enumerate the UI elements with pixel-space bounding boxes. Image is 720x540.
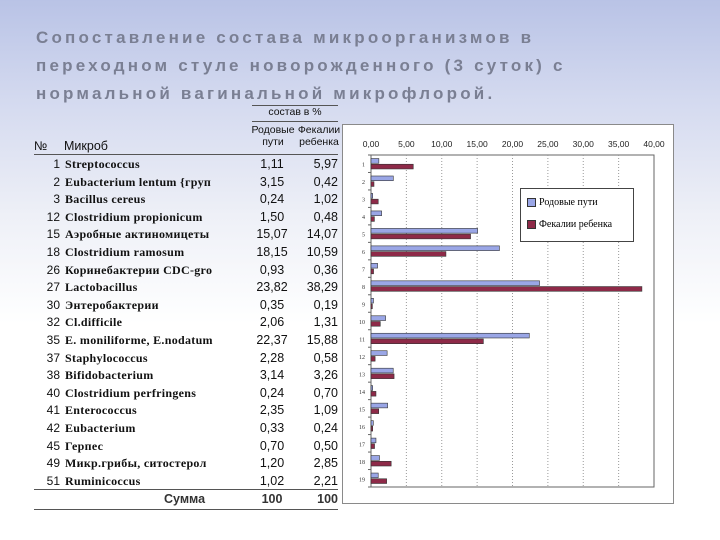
bar-series-1 bbox=[371, 386, 373, 391]
column-group-header: состав в % bbox=[268, 106, 322, 118]
sum-row bbox=[34, 492, 338, 510]
row-value-b: 0,48 bbox=[313, 209, 338, 224]
row-name: Микр.грибы, ситостерол bbox=[65, 456, 207, 471]
table-row bbox=[34, 297, 338, 314]
row-name: Clostridium ramosum bbox=[65, 245, 185, 259]
row-number: 1 bbox=[53, 157, 60, 171]
row-value-a: 2,28 bbox=[259, 350, 285, 365]
column-header-a: Родовые пути bbox=[251, 124, 295, 148]
row-name: Clostridium perfringens bbox=[65, 385, 197, 400]
row-value-a: 15,07 bbox=[256, 227, 288, 242]
row-value-b: 1,02 bbox=[313, 192, 338, 207]
row-value-b: 0,42 bbox=[313, 174, 338, 189]
row-number: 45 bbox=[46, 438, 60, 453]
row-name: Eubacterium lentum {груп bbox=[65, 174, 212, 189]
row-number: 51 bbox=[46, 473, 60, 488]
bar-series-1 bbox=[371, 228, 478, 233]
bar-series-2 bbox=[371, 391, 376, 396]
bar-series-1 bbox=[371, 159, 379, 164]
table-row bbox=[34, 262, 338, 279]
row-number: 40 bbox=[46, 385, 60, 400]
table-rule bbox=[34, 154, 338, 155]
x-tick-label: 40,00 bbox=[643, 139, 665, 149]
page-title bbox=[36, 24, 696, 108]
y-tick-label: 8 bbox=[362, 285, 365, 292]
legend-label-a: Родовые пути bbox=[539, 197, 598, 208]
y-tick-label: 14 bbox=[359, 389, 365, 396]
title-line-3: нормальной вагинальной микрофлорой. bbox=[36, 84, 496, 103]
row-value-a: 1,20 bbox=[259, 456, 285, 471]
row-name: Герпес bbox=[65, 438, 104, 453]
bar-series-1 bbox=[371, 368, 393, 373]
table-row bbox=[34, 402, 338, 419]
row-number: 42 bbox=[46, 421, 60, 435]
sum-label: Сумма bbox=[164, 492, 206, 506]
bar-series-1 bbox=[371, 193, 373, 198]
y-tick-label: 1 bbox=[362, 162, 365, 169]
row-value-b: 2,21 bbox=[313, 473, 338, 488]
row-value-a: 1,50 bbox=[259, 209, 285, 224]
legend-label-b: Фекалии ребенка bbox=[539, 219, 613, 230]
bar-series-2 bbox=[371, 339, 483, 344]
bar-series-2 bbox=[371, 479, 387, 484]
row-value-a: 3,14 bbox=[259, 368, 285, 383]
column-header-b: Фекалии ребенка bbox=[297, 124, 341, 148]
row-value-a: 22,37 bbox=[256, 333, 288, 347]
bar-series-2 bbox=[371, 304, 372, 309]
row-name: Lactobacillus bbox=[65, 280, 138, 295]
bar-series-2 bbox=[371, 444, 375, 449]
legend-swatch-b bbox=[527, 220, 536, 229]
table-row bbox=[34, 156, 338, 173]
x-tick-label: 5,00 bbox=[398, 139, 415, 149]
x-tick-label: 15,00 bbox=[466, 139, 488, 149]
bar-series-1 bbox=[371, 403, 388, 408]
bar-series-1 bbox=[371, 333, 529, 338]
bar-series-1 bbox=[371, 281, 540, 286]
row-number: 27 bbox=[46, 280, 60, 295]
bar-series-2 bbox=[371, 322, 380, 327]
bar-series-1 bbox=[371, 473, 378, 478]
row-value-a: 1,02 bbox=[259, 473, 285, 488]
row-name: Streptococcus bbox=[65, 157, 140, 171]
row-value-b: 0,50 bbox=[313, 438, 338, 453]
bar-series-1 bbox=[371, 176, 393, 181]
row-value-b: 1,09 bbox=[313, 403, 338, 418]
y-tick-label: 18 bbox=[359, 459, 365, 466]
x-tick-label: 30,00 bbox=[572, 139, 594, 149]
table-row bbox=[34, 455, 338, 472]
y-tick-label: 13 bbox=[359, 372, 365, 379]
x-tick-label: 20,00 bbox=[501, 139, 524, 149]
row-value-b: 0,19 bbox=[313, 297, 338, 312]
bar-series-1 bbox=[371, 211, 382, 216]
row-value-a: 0,24 bbox=[259, 192, 285, 207]
chart-legend bbox=[520, 188, 634, 242]
x-tick-label: 25,00 bbox=[537, 139, 559, 149]
table-row bbox=[34, 209, 338, 226]
y-tick-label: 9 bbox=[362, 302, 365, 309]
row-number: 30 bbox=[46, 297, 60, 312]
legend-item-a bbox=[527, 197, 598, 209]
table-row bbox=[34, 332, 338, 349]
row-value-b: 2,85 bbox=[313, 456, 338, 471]
row-value-b: 5,97 bbox=[313, 157, 338, 171]
bar-series-1 bbox=[371, 316, 386, 321]
bar-series-2 bbox=[371, 461, 391, 466]
sum-a: 100 bbox=[261, 492, 283, 506]
title-line-1: Сопоставление состава микроорганизмов в bbox=[36, 28, 535, 47]
row-number: 15 bbox=[46, 227, 60, 242]
row-name: Staphylococcus bbox=[65, 350, 148, 365]
row-name: Eubacterium bbox=[65, 421, 136, 435]
table-row bbox=[34, 244, 338, 261]
bar-series-2 bbox=[371, 252, 446, 257]
row-number: 32 bbox=[46, 315, 60, 330]
bar-chart bbox=[342, 124, 674, 504]
row-value-b: 15,88 bbox=[306, 333, 338, 347]
bar-series-1 bbox=[371, 456, 379, 461]
row-value-b: 38,29 bbox=[306, 280, 338, 295]
bar-series-2 bbox=[371, 199, 378, 204]
row-number: 18 bbox=[46, 245, 60, 259]
bar-series-1 bbox=[371, 298, 373, 303]
y-tick-label: 12 bbox=[359, 354, 365, 361]
y-tick-label: 16 bbox=[359, 424, 365, 431]
bar-series-2 bbox=[371, 409, 379, 414]
bar-series-2 bbox=[371, 287, 642, 292]
row-value-a: 0,24 bbox=[259, 385, 285, 400]
table-row bbox=[34, 438, 338, 455]
row-value-a: 0,70 bbox=[259, 438, 285, 453]
bar-series-2 bbox=[371, 182, 374, 187]
row-value-a: 2,35 bbox=[259, 403, 285, 418]
column-header-no: № bbox=[34, 139, 48, 153]
row-value-a: 0,35 bbox=[259, 297, 285, 312]
row-number: 26 bbox=[46, 262, 60, 277]
row-value-b: 3,26 bbox=[313, 368, 338, 383]
row-number: 2 bbox=[53, 174, 60, 189]
x-tick-label: 10,00 bbox=[431, 139, 453, 149]
table-row bbox=[34, 279, 338, 296]
bar-series-2 bbox=[371, 217, 374, 222]
bar-series-2 bbox=[371, 374, 394, 379]
bar-series-1 bbox=[371, 438, 376, 443]
table-row bbox=[34, 314, 338, 331]
row-name: Bacillus cereus bbox=[65, 192, 146, 207]
legend-swatch-a bbox=[527, 198, 536, 207]
y-tick-label: 10 bbox=[359, 320, 365, 326]
row-number: 3 bbox=[53, 192, 60, 207]
y-tick-label: 17 bbox=[359, 442, 365, 449]
row-number: 41 bbox=[46, 403, 60, 418]
row-value-a: 2,06 bbox=[259, 315, 285, 330]
bar-series-1 bbox=[371, 263, 378, 268]
bar-series-2 bbox=[371, 426, 373, 431]
row-value-a: 23,82 bbox=[256, 280, 288, 295]
y-tick-label: 3 bbox=[362, 197, 365, 204]
row-name: Bifidobacterium bbox=[65, 368, 154, 383]
x-tick-label: 35,00 bbox=[607, 139, 630, 149]
bar-series-1 bbox=[371, 246, 499, 251]
column-header-name: Микроб bbox=[64, 139, 108, 153]
row-name: Энтеробактерии bbox=[65, 297, 159, 312]
table-row bbox=[34, 350, 338, 367]
row-value-b: 1,31 bbox=[313, 315, 338, 330]
y-tick-label: 2 bbox=[362, 180, 365, 187]
data-table bbox=[34, 104, 341, 512]
row-name: Аэробные актиномицеты bbox=[65, 227, 210, 242]
row-name: Enterococcus bbox=[65, 403, 138, 418]
y-tick-label: 5 bbox=[362, 232, 365, 239]
x-tick-label: 0,00 bbox=[362, 139, 380, 149]
legend-item-b bbox=[527, 219, 612, 231]
row-name: Clostridium propionicum bbox=[65, 209, 203, 224]
table-rule bbox=[252, 121, 338, 122]
row-value-a: 0,33 bbox=[259, 421, 285, 435]
row-number: 49 bbox=[46, 456, 60, 471]
y-tick-label: 6 bbox=[362, 250, 365, 257]
bar-series-2 bbox=[371, 164, 413, 169]
title-line-2: переходном стуле новорожденного (3 суток) с bbox=[36, 56, 566, 75]
row-number: 12 bbox=[46, 209, 60, 224]
y-tick-label: 4 bbox=[362, 215, 365, 222]
row-number: 37 bbox=[46, 350, 60, 365]
table-row bbox=[34, 473, 338, 490]
table-row bbox=[34, 174, 338, 191]
row-value-a: 18,15 bbox=[256, 245, 288, 259]
bar-series-1 bbox=[371, 421, 373, 426]
row-number: 35 bbox=[46, 333, 60, 347]
y-tick-label: 15 bbox=[359, 407, 365, 414]
bar-series-2 bbox=[371, 356, 375, 361]
bar-series-2 bbox=[371, 234, 471, 239]
y-tick-label: 19 bbox=[359, 477, 365, 484]
table-row bbox=[34, 226, 338, 243]
sum-b: 100 bbox=[317, 492, 338, 506]
row-name: Коринебактерии CDC-gro bbox=[65, 262, 213, 277]
row-value-a: 3,15 bbox=[259, 174, 285, 189]
y-tick-label: 7 bbox=[362, 267, 365, 274]
table-row bbox=[34, 420, 338, 437]
chart-canvas bbox=[343, 125, 673, 503]
table-rule bbox=[34, 489, 338, 490]
row-name: Ruminicoccus bbox=[65, 473, 141, 488]
table-row bbox=[34, 191, 338, 208]
row-name: E. moniliforme, E.nodatum bbox=[65, 333, 213, 347]
row-value-a: 1,11 bbox=[260, 157, 284, 171]
row-value-b: 0,24 bbox=[313, 421, 338, 435]
bar-series-2 bbox=[371, 269, 374, 274]
row-value-a: 0,93 bbox=[259, 262, 285, 277]
row-value-b: 14,07 bbox=[306, 227, 338, 242]
row-value-b: 10,59 bbox=[306, 245, 338, 259]
row-value-b: 0,36 bbox=[313, 262, 338, 277]
y-tick-label: 11 bbox=[359, 337, 365, 344]
table-row bbox=[34, 367, 338, 384]
row-number: 38 bbox=[46, 368, 60, 383]
table-row bbox=[34, 385, 338, 402]
bar-series-1 bbox=[371, 351, 387, 356]
row-value-b: 0,58 bbox=[313, 350, 338, 365]
row-value-b: 0,70 bbox=[313, 385, 338, 400]
table-rule bbox=[34, 509, 338, 510]
row-name: Cl.difficile bbox=[65, 315, 123, 330]
